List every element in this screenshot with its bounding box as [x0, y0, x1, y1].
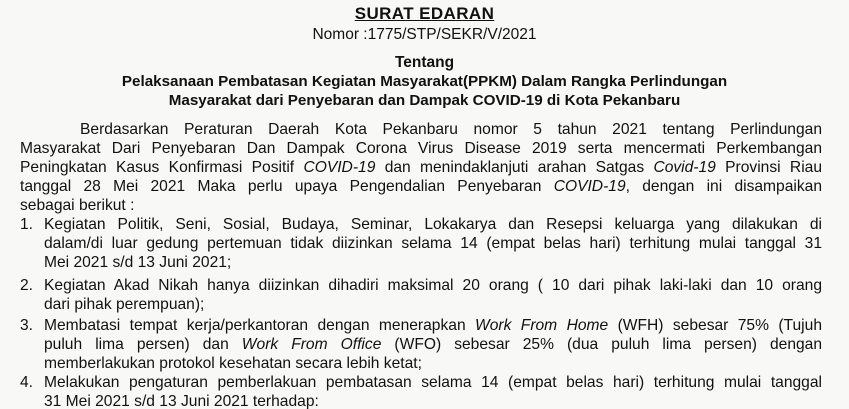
subject-line-2: Masyarakat dari Penyebaran dan Dampak COVID-19 di Kota Pekanbaru [168, 92, 681, 109]
intro-line-2: Masyarakat Dari Penyebaran Dan Dampak Corona Virus Disease 2019 serta mencermati Perkembangan [20, 140, 822, 157]
list-item-number: 4. [20, 374, 34, 391]
list-item-line: Mei 2021 s/d 13 Juni 2021; [44, 254, 232, 271]
intro-line-5: sebagai berikut : [20, 197, 135, 214]
document-title: SURAT EDARAN [354, 4, 495, 23]
list-item-line: dari pihak perempuan); [44, 296, 205, 313]
list-item-line: puluh lima persen) dan Work From Office (WFO) sebesar 25% (dua puluh lima persen) dengan [44, 336, 822, 353]
intro-line-3: Peningkatan Kasus Konfirmasi Positif COVID-19 dan menindaklanjuti arahan Satgas Covid-19 Provinsi Riau [20, 159, 822, 176]
document-number: Nomor :1775/STP/SEKR/V/2021 [312, 26, 537, 43]
list-item-line: memberlakukan protokol kesehatan secara lebih ketat; [44, 355, 422, 372]
intro-line-1: Berdasarkan Peraturan Daerah Kota Pekanbaru nomor 5 tahun 2021 tentang Perlindungan [80, 121, 822, 138]
list-item-number: 3. [20, 317, 34, 334]
list-item-line: Kegiatan Politik, Seni, Sosial, Budaya, Seminar, Lokakarya dan Resepsi keluarga yang dilakukan di [44, 216, 822, 233]
list-item-line: 31 Mei 2021 s/d 13 Juni 2021 terhadap: [44, 393, 319, 409]
list-item-line: Membatasi tempat kerja/perkantoran dengan menerapkan Work From Home (WFH) sebesar 75% (Tujuh [44, 317, 822, 334]
list-item-line: Melakukan pengaturan pemberlakuan pembatasan selama 14 (empat belas hari) terhitung mulai tanggal [44, 374, 822, 391]
tentang-label: Tentang [394, 54, 455, 71]
list-item-number: 2. [20, 277, 34, 294]
list-item-line: dalam/di luar gedung pertemuan tidak diizinkan selama 14 (empat belas hari) terhitung mulai tanggal 31 [44, 235, 822, 252]
subject-line-1: Pelaksanaan Pembatasan Kegiatan Masyarakat(PPKM) Dalam Rangka Perlindungan [121, 73, 728, 90]
intro-line-4: tanggal 28 Mei 2021 Maka perlu upaya Pengendalian Penyebaran COVID-19, dengan ini disampaikan [20, 178, 822, 195]
list-item-number: 1. [20, 216, 34, 233]
list-item-line: Kegiatan Akad Nikah hanya diizinkan dihadiri maksimal 20 orang ( 10 dari pihak laki-laki dan 10 orang [44, 277, 822, 294]
